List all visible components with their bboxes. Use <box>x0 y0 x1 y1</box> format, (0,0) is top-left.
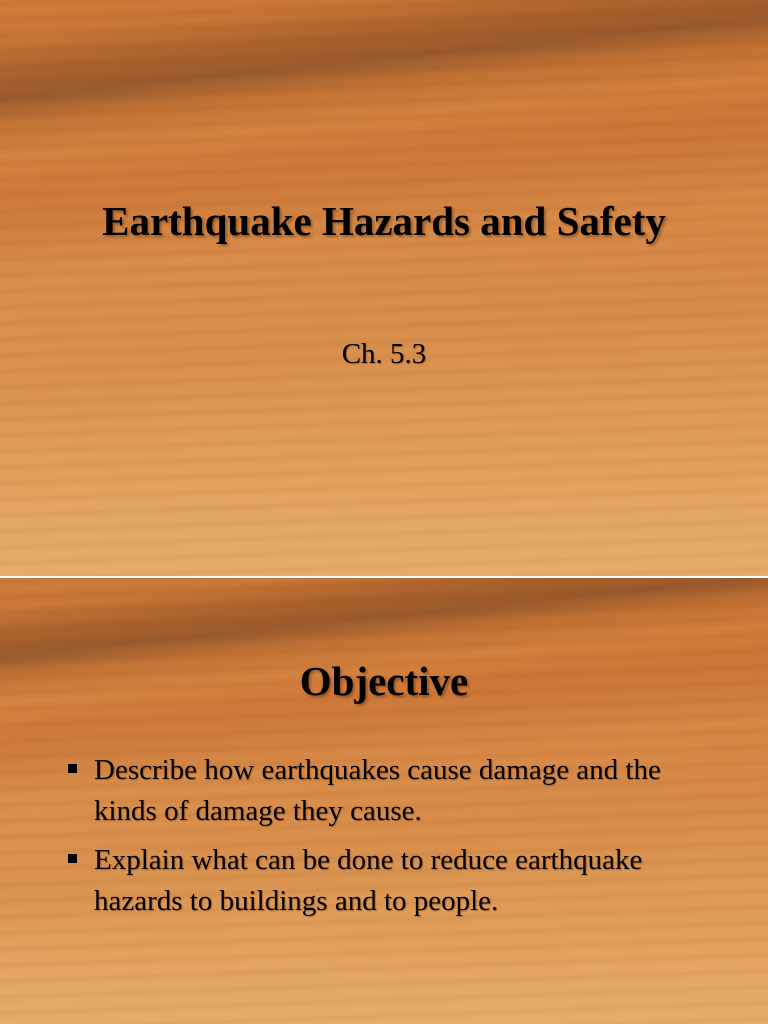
bullet-text: Describe how earthquakes cause damage and the kinds of damage they cause. <box>94 754 661 827</box>
slide-title: Earthquake Hazards and Safety <box>102 198 666 244</box>
bullet-item <box>64 750 684 832</box>
bullet-item <box>64 840 684 922</box>
square-bullet-icon <box>68 854 77 863</box>
bullet-text: Explain what can be done to reduce earthquake hazards to buildings and to people. <box>94 844 643 917</box>
slide-subtitle: Ch. 5.3 <box>341 338 427 370</box>
square-bullet-icon <box>68 764 77 773</box>
slide-title: Objective <box>299 658 469 704</box>
objective-slide <box>0 578 768 1024</box>
bullet-list <box>64 750 684 930</box>
